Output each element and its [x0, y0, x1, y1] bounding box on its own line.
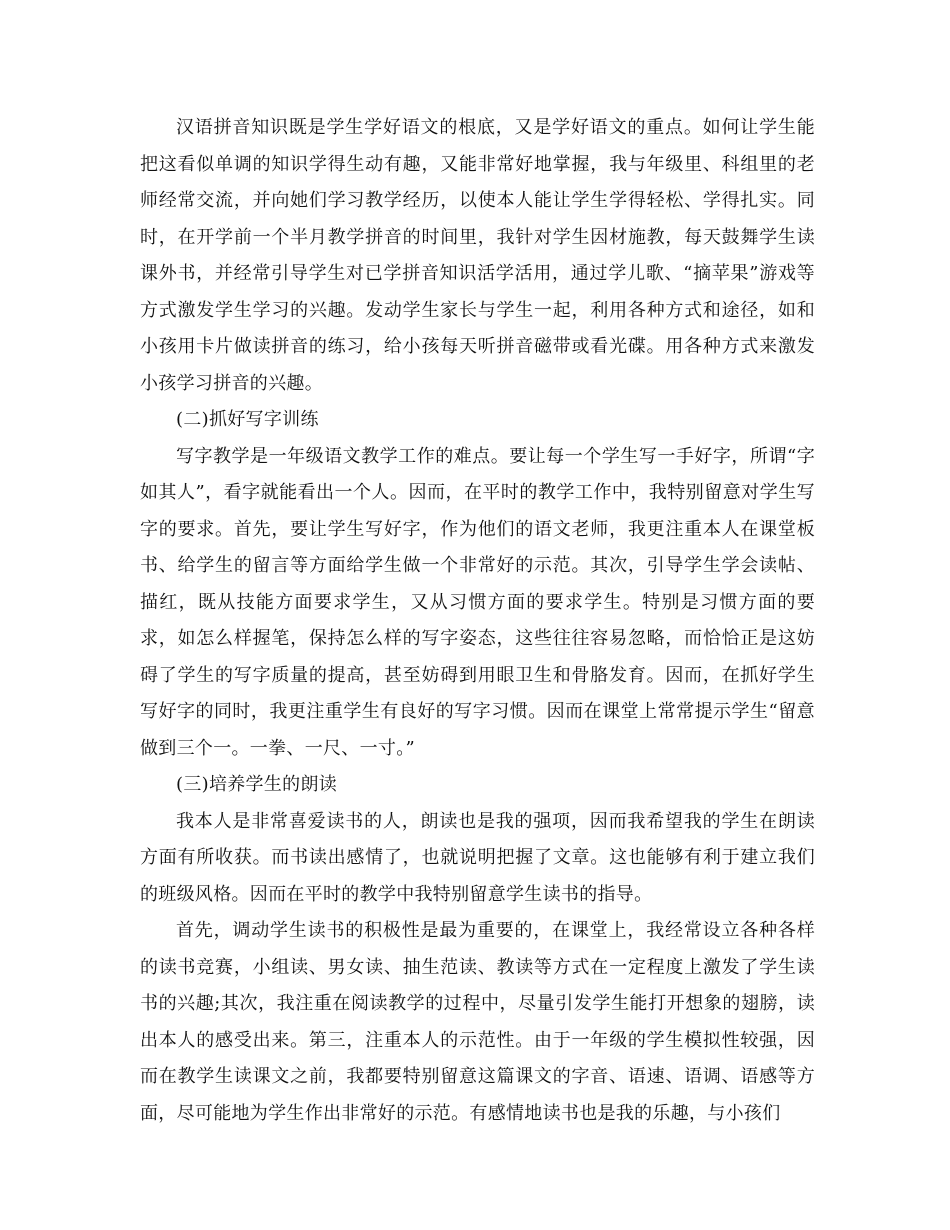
- paragraph-reading-intro: 我本人是非常喜爱读书的人，朗读也是我的强项，因而我希望我的学生在朗读方面有所收获。而书读出感情了，也就说明把握了文章。这也能够有利于建立我们的班级风格。因而在平时的教学中我特别留意学生读书的指导。: [140, 810, 815, 905]
- paragraph-reading-methods: 首先，调动学生读书的积极性是最为重要的，在课堂上，我经常设立各种各样的读书竞赛，小组读、男女读、抽生范读、教读等方式在一定程度上激发了学生读书的兴趣;其次，我注重在阅读教学的过程中，尽量引发学生能打开想象的翅膀，读出本人的感受出来。第三，注重本人的示范性。由于一年级的学生模拟性较强，因而在教学生读课文之前，我都要特别留意这篇课文的字音、语速、语调、语感等方面，尽可能地为学生作出非常好的示范。有感情地读书也是我的乐趣，与小孩们: [140, 920, 815, 1124]
- section-heading-writing: (二)抓好写字训练: [176, 409, 319, 430]
- section-heading-reading: (三)培养学生的朗读: [176, 774, 338, 795]
- document-body: [140, 110, 815, 1132]
- paragraph-pinyin-teaching: 汉语拼音知识既是学生学好语文的根底，又是学好语文的重点。如何让学生能把这看似单调的知识学得生动有趣，又能非常好地掌握，我与年级里、科组里的老师经常交流，并向她们学习教学经历，以使本人能让学生学得轻松、学得扎实。同时，在开学前一个半月教学拼音的时间里，我针对学生因材施教，每天鼓舞学生读课外书，并经常引导学生对已学拼音知识活学活用，通过学儿歌、“摘苹果”游戏等方式激发学生学习的兴趣。发动学生家长与学生一起，利用各种方式和途径，如和小孩用卡片做读拼音的练习，给小孩每天听拼音磁带或看光碟。用各种方式来激发小孩学习拼音的兴趣。: [140, 117, 815, 394]
- paragraph-writing-training: 写字教学是一年级语文教学工作的难点。要让每一个学生写一手好字，所谓“字如其人”，看字就能看出一个人。因而，在平时的教学工作中，我特别留意对学生写字的要求。首先，要让学生写好字，作为他们的语文老师，我更注重本人在课堂板书、给学生的留言等方面给学生做一个非常好的示范。其次，引导学生学会读帖、描红，既从技能方面要求学生，又从习惯方面的要求学生。特别是习惯方面的要求，如怎么样握笔，保持怎么样的写字姿态，这些往往容易忽略，而恰恰正是这妨碍了学生的写字质量的提高，甚至妨碍到用眼卫生和骨胳发育。因而，在抓好学生写好字的同时，我更注重学生有良好的写字习惯。因而在课堂上常常提示学生“留意做到三个一。一拳、一尺、一寸。”: [140, 445, 815, 759]
